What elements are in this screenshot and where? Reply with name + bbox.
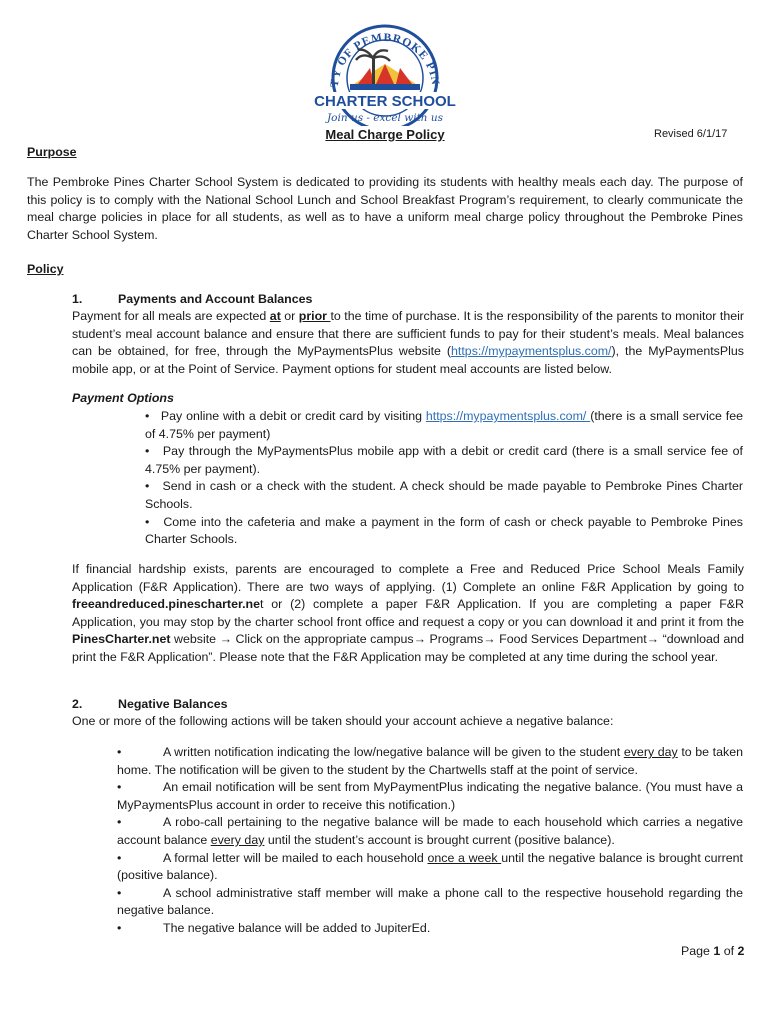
section-2-heading	[72, 696, 744, 714]
bullet-icon: •	[117, 745, 122, 759]
bullet-icon: •	[145, 444, 150, 459]
nb-6-text: The negative balance will be added to JupiterEd.	[163, 920, 431, 935]
page-label: Page	[681, 944, 714, 958]
logo-emblem	[310, 18, 460, 126]
page-title: Meal Charge Policy	[325, 127, 445, 142]
list-item	[117, 814, 743, 849]
s1-or: or	[280, 309, 299, 323]
option-1-text: Pay online with a debit or credit card by visiting	[160, 409, 426, 423]
school-logo	[310, 18, 460, 126]
freeandreduced-site: freeandreduced.pinescharter.ne	[72, 597, 260, 612]
section-2-number: 2.	[72, 697, 83, 711]
hardship-paragraph	[72, 561, 744, 667]
s1-text-b: to the time of purchase. It is the responsibility of the parents to monitor their student’s meal account balance and ensure that there are sufficient funds to pay for their student’s meals. Meal balances can be obtained, for free, through the MyPaymentsPlus website (	[72, 309, 744, 359]
nb-4-tail: until the negative balance is brought current (positive balance).	[117, 850, 743, 883]
nb-4-emphasis: once a week	[427, 850, 502, 865]
section-1-number: 1.	[72, 292, 83, 306]
bullet-icon: •	[117, 885, 122, 900]
list-item	[145, 478, 743, 513]
current-page: 1	[713, 944, 721, 958]
nb-3-tail: until the student’s account is brought current (positive balance).	[264, 832, 615, 847]
option-3-text: Send in cash or a check with the student. A check should be made payable to Pembroke Pines Charter Schools.	[145, 479, 743, 511]
logo-base-bar	[350, 84, 420, 90]
list-item	[117, 744, 743, 779]
logo-sun-icon	[354, 64, 416, 84]
payment-options-list	[145, 408, 743, 549]
nb-1-tail: to be taken home. The notification will be given to the student by the Chartwells staff at the point of service.	[117, 745, 743, 777]
nb-3-emphasis: every day	[210, 832, 265, 847]
pinescharter-site: PinesCharter.net	[72, 632, 171, 647]
mypaymentsplus-link[interactable]: https://mypaymentsplus.com/	[451, 344, 612, 359]
list-item	[117, 885, 743, 920]
list-item	[117, 920, 743, 938]
list-item	[145, 408, 743, 443]
nb-1-emphasis: every day	[623, 745, 678, 759]
bullet-icon: •	[117, 780, 122, 795]
bullet-icon: •	[145, 479, 150, 494]
purpose-heading: Purpose	[27, 145, 77, 159]
section-2-intro: One or more of the following actions will be taken should your account achieve a negative balance:	[72, 714, 614, 728]
logo-tagline: Join us - excel with us	[326, 112, 444, 124]
option-1-tail: (there is a small service fee of 4.75% per payment)	[145, 409, 743, 441]
logo-school-name: CHARTER SCHOOL	[314, 93, 456, 110]
bullet-icon: •	[117, 920, 122, 935]
bullet-icon: •	[117, 815, 122, 830]
hardship-text-b: t or (2) complete a paper F&R Application. If you are completing a paper F&R Application, you may stop by the charter school front office and request a copy or you can download it and print it from the	[72, 597, 744, 629]
total-pages: 2	[737, 944, 745, 958]
list-item	[117, 850, 743, 885]
nb-4-text: A formal letter will be mailed to each household	[163, 850, 428, 865]
hardship-text-c: website → Click on the appropriate campus→ Programs→ Food Services Department→ “download and print the F&R Application”. Please note that the F&R Application may be completed at any time during the school year.	[72, 632, 744, 664]
purpose-text: The Pembroke Pines Charter School System is dedicated to providing its students with healthy meals each day. The purpose of this policy is to comply with the National School Lunch and School Breakfast Program’s requirement, to clearly communicate the meal charge policies in place for all students, as well as to have a uniform meal charge policy throughout the Pembroke Pines Charter School System.	[27, 175, 743, 242]
section-1-paragraph	[72, 308, 744, 378]
payment-options-heading: Payment Options	[72, 391, 174, 405]
nb-2-text: An email notification will be sent from MyPaymentPlus indicating the negative balance. (You must have a MyPaymentsPlus account in order to receive this notification.)	[117, 780, 743, 812]
bullet-icon: •	[145, 409, 150, 423]
section-1-title: Payments and Account Balances	[118, 292, 313, 306]
s1-prior: prior	[298, 309, 331, 323]
bullet-icon: •	[117, 850, 122, 865]
revised-date: Revised 6/1/17	[654, 128, 728, 140]
s1-text-a: Payment for all meals are expected	[72, 309, 270, 323]
list-item	[117, 779, 743, 814]
nb-5-text: A school administrative staff member will make a phone call to the respective household regarding the negative balance.	[117, 885, 743, 918]
nb-1-text: A written notification indicating the low/negative balance will be given to the student	[163, 745, 624, 759]
page-number	[681, 943, 744, 961]
list-item	[145, 443, 743, 478]
list-item	[145, 514, 743, 549]
hardship-text-a: If financial hardship exists, parents are encouraged to complete a Free and Reduced Price School Meals Family Application (F&R Application). There are two ways of applying. (1) Complete an online F&R Application by going to	[72, 562, 744, 594]
negative-balance-list	[117, 744, 743, 938]
section-1-heading	[72, 291, 744, 309]
nb-3-text: A robo-call pertaining to the negative balance will be made to each household which carries a negative account balance	[117, 815, 743, 847]
s1-text-c: ), the MyPaymentsPlus mobile app, or at the Point of Service. Payment options for student meal accounts are listed below.	[72, 344, 744, 376]
section-2-title: Negative Balances	[118, 697, 228, 711]
s1-at: at	[269, 309, 281, 323]
option-2-text: Pay through the MyPaymentsPlus mobile app with a debit or credit card (there is a small service fee of 4.75% per payment).	[145, 444, 744, 476]
page-of: of	[720, 944, 738, 958]
logo-arc-text: TY OF PEMBROKE PIN	[328, 31, 442, 88]
option-4-text: Come into the cafeteria and make a payment in the form of cash or check payable to Pembroke Pines Charter Schools.	[145, 514, 743, 547]
option-1-link[interactable]: https://mypaymentsplus.com/	[425, 409, 591, 423]
bullet-icon: •	[145, 514, 150, 529]
policy-heading: Policy	[27, 262, 64, 276]
